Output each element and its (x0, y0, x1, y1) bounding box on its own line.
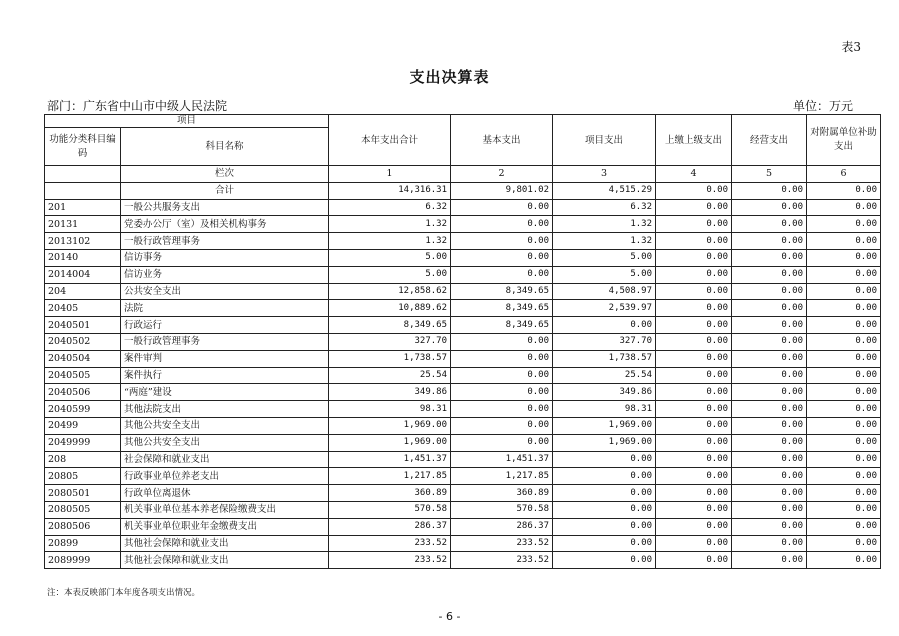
row-value: 0.00 (553, 501, 656, 518)
row-code: 2040504 (45, 350, 121, 367)
row-value: 286.37 (451, 518, 553, 535)
row-value: 0.00 (656, 317, 732, 334)
row-value: 0.00 (451, 249, 553, 266)
row-value: 0.00 (656, 266, 732, 283)
row-name: 一般公共服务支出 (121, 199, 329, 216)
table-row (45, 333, 881, 350)
row-value: 0.00 (807, 199, 881, 216)
row-value: 0.00 (553, 468, 656, 485)
row-name: 其他法院支出 (121, 401, 329, 418)
total-value: 14,316.31 (329, 182, 451, 199)
row-value: 0.00 (656, 300, 732, 317)
row-value: 0.00 (656, 249, 732, 266)
row-value: 8,349.65 (451, 283, 553, 300)
row-value: 0.00 (451, 350, 553, 367)
row-name: 党委办公厅（室）及相关机构事务 (121, 216, 329, 233)
row-value: 0.00 (732, 552, 807, 569)
total-value: 0.00 (732, 182, 807, 199)
row-value: 4,508.97 (553, 283, 656, 300)
row-value: 0.00 (732, 333, 807, 350)
row-value: 0.00 (656, 350, 732, 367)
table-row (45, 350, 881, 367)
row-value: 0.00 (451, 401, 553, 418)
row-value: 0.00 (732, 417, 807, 434)
row-code: 208 (45, 451, 121, 468)
row-value: 570.58 (329, 501, 451, 518)
row-name: “两庭”建设 (121, 384, 329, 401)
row-value: 0.00 (732, 249, 807, 266)
row-value: 0.00 (656, 518, 732, 535)
table-row (45, 199, 881, 216)
row-value: 0.00 (451, 216, 553, 233)
row-value: 25.54 (329, 367, 451, 384)
row-value: 0.00 (807, 233, 881, 250)
row-value: 1.32 (329, 216, 451, 233)
row-value: 360.89 (451, 485, 553, 502)
row-value: 0.00 (807, 350, 881, 367)
row-value: 327.70 (329, 333, 451, 350)
row-value: 233.52 (451, 535, 553, 552)
row-value: 0.00 (807, 266, 881, 283)
table-row (45, 434, 881, 451)
row-value: 0.00 (807, 317, 881, 334)
row-value: 1,738.57 (329, 350, 451, 367)
row-value: 0.00 (732, 468, 807, 485)
row-value: 0.00 (656, 417, 732, 434)
total-value: 9,801.02 (451, 182, 553, 199)
row-name: 社会保障和就业支出 (121, 451, 329, 468)
row-name: 案件审判 (121, 350, 329, 367)
row-code: 2049999 (45, 434, 121, 451)
row-value: 0.00 (807, 434, 881, 451)
row-value: 6.32 (329, 199, 451, 216)
row-value: 0.00 (553, 451, 656, 468)
row-value: 25.54 (553, 367, 656, 384)
row-value: 0.00 (732, 367, 807, 384)
row-value: 1,451.37 (451, 451, 553, 468)
row-code: 2040505 (45, 367, 121, 384)
col-num: 6 (807, 166, 881, 183)
row-code: 20805 (45, 468, 121, 485)
row-value: 2,539.97 (553, 300, 656, 317)
table-number: 表3 (841, 40, 861, 54)
row-value: 1,969.00 (329, 434, 451, 451)
row-value: 327.70 (553, 333, 656, 350)
subsidy-header: 对附属单位补助支出 (807, 115, 881, 166)
row-value: 0.00 (656, 468, 732, 485)
row-value: 0.00 (656, 535, 732, 552)
table-row (45, 216, 881, 233)
row-value: 8,349.65 (451, 317, 553, 334)
row-code: 20140 (45, 249, 121, 266)
table-row (45, 485, 881, 502)
row-value: 0.00 (451, 417, 553, 434)
table-row (45, 518, 881, 535)
row-name: 案件执行 (121, 367, 329, 384)
basic-header: 基本支出 (451, 115, 553, 166)
row-value: 233.52 (329, 552, 451, 569)
table-row (45, 401, 881, 418)
row-value: 233.52 (451, 552, 553, 569)
row-value: 0.00 (656, 283, 732, 300)
total-label: 合计 (121, 182, 329, 199)
col-num: 4 (656, 166, 732, 183)
row-value: 0.00 (656, 333, 732, 350)
row-value: 0.00 (451, 233, 553, 250)
row-code: 2080506 (45, 518, 121, 535)
row-code: 2040506 (45, 384, 121, 401)
row-value: 6.32 (553, 199, 656, 216)
row-value: 0.00 (807, 384, 881, 401)
row-value: 5.00 (553, 249, 656, 266)
row-code: 20899 (45, 535, 121, 552)
total-header: 本年支出合计 (329, 115, 451, 166)
row-value: 0.00 (807, 535, 881, 552)
table-row (45, 417, 881, 434)
row-value: 0.00 (656, 451, 732, 468)
table-row (45, 451, 881, 468)
row-code: 204 (45, 283, 121, 300)
table-row (45, 535, 881, 552)
row-value: 0.00 (451, 333, 553, 350)
col-num: 5 (732, 166, 807, 183)
table-row (45, 300, 881, 317)
row-value: 1.32 (329, 233, 451, 250)
row-name: 公共安全支出 (121, 283, 329, 300)
row-value: 0.00 (732, 535, 807, 552)
table-row (45, 468, 881, 485)
row-value: 0.00 (732, 501, 807, 518)
name-header: 科目名称 (121, 128, 329, 166)
row-value: 0.00 (656, 367, 732, 384)
row-value: 98.31 (329, 401, 451, 418)
row-value: 349.86 (329, 384, 451, 401)
row-code: 2080501 (45, 485, 121, 502)
blank-cell (45, 166, 121, 183)
row-value: 98.31 (553, 401, 656, 418)
row-code: 2089999 (45, 552, 121, 569)
row-value: 349.86 (553, 384, 656, 401)
row-value: 5.00 (553, 266, 656, 283)
row-value: 0.00 (553, 518, 656, 535)
business-header: 经营支出 (732, 115, 807, 166)
row-value: 0.00 (656, 401, 732, 418)
row-value: 12,858.62 (329, 283, 451, 300)
row-value: 0.00 (732, 317, 807, 334)
row-value: 0.00 (553, 552, 656, 569)
department-label: 部门：广东省中山市中级人民法院 (47, 99, 228, 113)
row-name: 行政运行 (121, 317, 329, 334)
row-value: 360.89 (329, 485, 451, 502)
row-value: 0.00 (732, 233, 807, 250)
row-value: 0.00 (807, 417, 881, 434)
row-value: 0.00 (732, 283, 807, 300)
row-value: 1,969.00 (329, 417, 451, 434)
table-row (45, 367, 881, 384)
blank-cell (45, 182, 121, 199)
row-value: 8,349.65 (329, 317, 451, 334)
total-value: 4,515.29 (553, 182, 656, 199)
total-value: 0.00 (656, 182, 732, 199)
row-value: 0.00 (807, 367, 881, 384)
table-row (45, 283, 881, 300)
row-value: 0.00 (807, 518, 881, 535)
row-value: 0.00 (807, 401, 881, 418)
row-value: 0.00 (732, 266, 807, 283)
row-name: 法院 (121, 300, 329, 317)
row-value: 10,889.62 (329, 300, 451, 317)
page-title: 支出决算表 (409, 68, 490, 86)
table-row (45, 317, 881, 334)
table-body (45, 199, 881, 569)
row-value: 0.00 (807, 216, 881, 233)
row-value: 0.00 (732, 485, 807, 502)
row-value: 0.00 (732, 518, 807, 535)
row-value: 0.00 (732, 451, 807, 468)
row-name: 行政单位离退休 (121, 485, 329, 502)
row-value: 0.00 (732, 300, 807, 317)
page-number: - 6 - (438, 610, 461, 623)
row-value: 0.00 (553, 317, 656, 334)
table-row (45, 249, 881, 266)
row-value: 1,969.00 (553, 434, 656, 451)
row-value: 0.00 (732, 199, 807, 216)
row-name: 信访事务 (121, 249, 329, 266)
row-value: 0.00 (807, 283, 881, 300)
table-note: 注：本表反映部门本年度各项支出情况。 (47, 588, 201, 598)
row-value: 0.00 (732, 384, 807, 401)
expenditure-table (44, 114, 881, 569)
row-name: 机关事业单位基本养老保险缴费支出 (121, 501, 329, 518)
table-row (45, 384, 881, 401)
row-value: 0.00 (656, 485, 732, 502)
row-code: 2040502 (45, 333, 121, 350)
table-row (45, 501, 881, 518)
row-value: 0.00 (451, 384, 553, 401)
row-value: 0.00 (553, 485, 656, 502)
row-value: 1,217.85 (451, 468, 553, 485)
row-value: 0.00 (732, 434, 807, 451)
row-value: 5.00 (329, 249, 451, 266)
row-value: 0.00 (656, 552, 732, 569)
col-num: 2 (451, 166, 553, 183)
row-value: 0.00 (807, 451, 881, 468)
row-name: 信访业务 (121, 266, 329, 283)
row-value: 0.00 (451, 199, 553, 216)
row-code: 201 (45, 199, 121, 216)
row-value: 0.00 (807, 501, 881, 518)
col-num: 3 (553, 166, 656, 183)
row-value: 0.00 (656, 501, 732, 518)
row-value: 8,349.65 (451, 300, 553, 317)
row-value: 570.58 (451, 501, 553, 518)
row-code: 2040599 (45, 401, 121, 418)
row-value: 286.37 (329, 518, 451, 535)
row-code: 20405 (45, 300, 121, 317)
unit-label: 单位：万元 (792, 99, 853, 113)
row-name: 其他社会保障和就业支出 (121, 552, 329, 569)
row-value: 0.00 (656, 233, 732, 250)
row-code: 2013102 (45, 233, 121, 250)
row-code: 2014004 (45, 266, 121, 283)
row-value: 0.00 (732, 216, 807, 233)
row-code: 20131 (45, 216, 121, 233)
row-value: 0.00 (807, 552, 881, 569)
row-value: 0.00 (807, 468, 881, 485)
row-value: 0.00 (732, 401, 807, 418)
row-value: 0.00 (656, 216, 732, 233)
item-header: 项目 (45, 115, 329, 128)
row-value: 0.00 (656, 384, 732, 401)
row-value: 1,969.00 (553, 417, 656, 434)
row-name: 其他公共安全支出 (121, 434, 329, 451)
row-value: 0.00 (807, 300, 881, 317)
row-value: 0.00 (656, 434, 732, 451)
row-value: 0.00 (656, 199, 732, 216)
row-value: 1,738.57 (553, 350, 656, 367)
row-name: 行政事业单位养老支出 (121, 468, 329, 485)
row-value: 1.32 (553, 233, 656, 250)
row-value: 0.00 (807, 249, 881, 266)
row-value: 0.00 (451, 266, 553, 283)
table-row (45, 266, 881, 283)
row-value: 233.52 (329, 535, 451, 552)
total-value: 0.00 (807, 182, 881, 199)
row-name: 机关事业单位职业年金缴费支出 (121, 518, 329, 535)
table-row (45, 233, 881, 250)
column-label: 栏次 (121, 166, 329, 183)
row-value: 0.00 (807, 485, 881, 502)
row-value: 0.00 (807, 333, 881, 350)
row-value: 1.32 (553, 216, 656, 233)
row-name: 其他社会保障和就业支出 (121, 535, 329, 552)
col-num: 1 (329, 166, 451, 183)
row-value: 0.00 (451, 367, 553, 384)
row-code: 20499 (45, 417, 121, 434)
row-value: 1,217.85 (329, 468, 451, 485)
row-value: 0.00 (553, 535, 656, 552)
row-name: 一般行政管理事务 (121, 333, 329, 350)
row-value: 0.00 (732, 350, 807, 367)
upper-header: 上缴上级支出 (656, 115, 732, 166)
row-value: 0.00 (451, 434, 553, 451)
row-code: 2040501 (45, 317, 121, 334)
row-name: 其他公共安全支出 (121, 417, 329, 434)
code-header: 功能分类科目编码 (45, 128, 121, 166)
row-code: 2080505 (45, 501, 121, 518)
row-value: 1,451.37 (329, 451, 451, 468)
project-header: 项目支出 (553, 115, 656, 166)
row-name: 一般行政管理事务 (121, 233, 329, 250)
row-value: 5.00 (329, 266, 451, 283)
table-row (45, 552, 881, 569)
